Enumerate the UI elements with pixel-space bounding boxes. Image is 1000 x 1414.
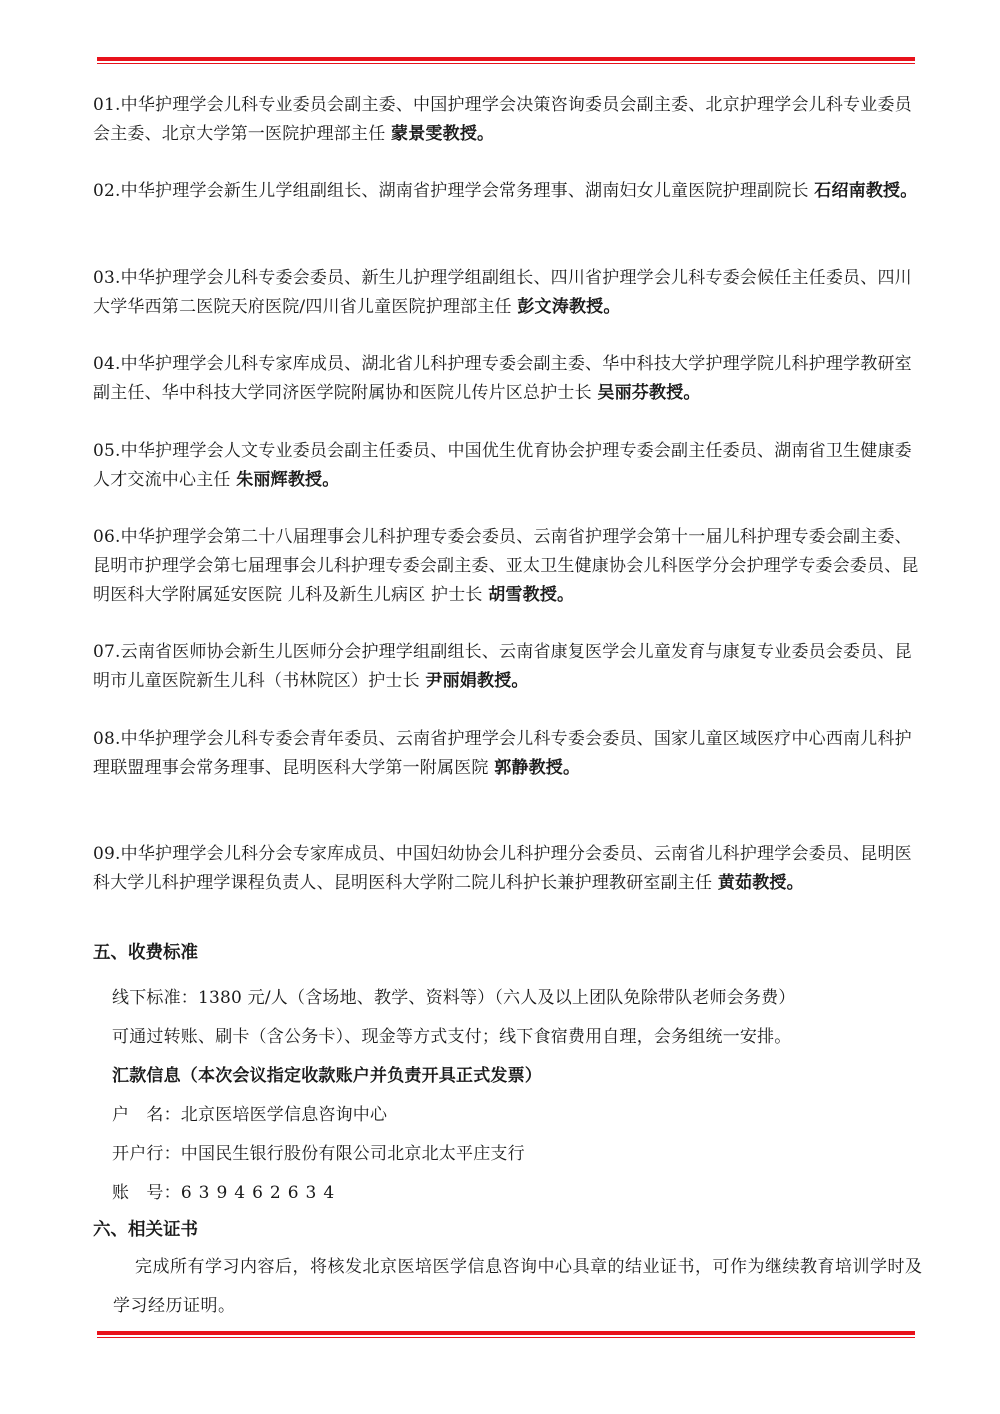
- entry-number: 08.: [93, 729, 121, 749]
- entry-name: 蒙景雯教授。: [391, 124, 495, 144]
- entry-description: 中华护理学会人文专业委员会副主任委员、中国优生优育协会护理专委会副主任委员、湖南省卫生健康委人才交流中心主任: [93, 441, 912, 490]
- account-number-line: [112, 1178, 341, 1203]
- expert-entry-01: [93, 91, 923, 149]
- expert-entry-07: [93, 638, 923, 696]
- entry-description: 云南省医师协会新生儿医师分会护理学组副组长、云南省康复医学会儿童发育与康复专业委员会委员、昆明市儿童医院新生儿科（书林院区）护士长: [93, 642, 912, 691]
- entry-name: 朱丽辉教授。: [236, 470, 340, 490]
- account-number-value: 639462634: [180, 1183, 342, 1203]
- entry-description: 中华护理学会儿科专业委员会副主委、中国护理学会决策咨询委员会副主委、北京护理学会儿科专业委员会主委、北京大学第一医院护理部主任: [93, 95, 912, 144]
- payment-methods-line: 可通过转账、刷卡（含公务卡）、现金等方式支付；线下食宿费用自理，会务组统一安排。: [112, 1027, 792, 1047]
- expert-entry-04: [93, 350, 923, 408]
- entry-name: 胡雪教授。: [488, 585, 575, 605]
- entry-number: 01.: [93, 95, 121, 115]
- entry-description: 中华护理学会儿科专家库成员、湖北省儿科护理专委会副主委、华中科技大学护理学院儿科护理学教研室副主任、华中科技大学同济医学院附属协和医院儿传片区总护士长: [93, 354, 912, 403]
- expert-entry-08: [93, 725, 923, 783]
- expert-entry-02: [93, 177, 923, 206]
- entry-name: 石绍南教授。: [814, 181, 918, 201]
- entry-description: 中华护理学会儿科分会专家库成员、中国妇幼协会儿科护理分会委员、云南省儿科护理学会委员、昆明医科大学儿科护理学课程负责人、昆明医科大学附二院儿科护长兼护理教研室副主任: [93, 844, 912, 893]
- fee-standard-line: 线下标准：1380 元/人（含场地、教学、资料等）（六人及以上团队免除带队老师会务费）: [112, 988, 796, 1008]
- entry-name: 吴丽芬教授。: [597, 383, 701, 403]
- entry-number: 06.: [93, 527, 121, 547]
- fees-heading: 五、收费标准: [93, 943, 198, 963]
- entry-name: 郭静教授。: [494, 758, 581, 778]
- account-number-label: 账 号：: [112, 1183, 181, 1203]
- entry-number: 07.: [93, 642, 121, 662]
- entry-name: 彭文涛教授。: [517, 297, 621, 317]
- bank-line: 开户行：中国民生银行股份有限公司北京北太平庄支行: [112, 1144, 525, 1164]
- expert-entry-05: [93, 437, 923, 495]
- remittance-title: 汇款信息（本次会议指定收款账户并负责开具正式发票）: [112, 1066, 542, 1086]
- entry-description: 中华护理学会儿科专委会委员、新生儿护理学组副组长、四川省护理学会儿科专委会候任主任委员、四川大学华西第二医院天府医院/四川省儿童医院护理部主任: [93, 268, 912, 317]
- entry-description: 中华护理学会儿科专委会青年委员、云南省护理学会儿科专委会委员、国家儿童区域医疗中心西南儿科护理联盟理事会常务理事、昆明医科大学第一附属医院: [93, 729, 912, 778]
- entry-number: 05.: [93, 441, 121, 461]
- certificate-heading: 六、相关证书: [93, 1220, 198, 1240]
- account-name-line: 户 名：北京医培医学信息咨询中心: [112, 1105, 388, 1125]
- entry-number: 09.: [93, 844, 121, 864]
- entry-description: 中华护理学会新生儿学组副组长、湖南省护理学会常务理事、湖南妇女儿童医院护理副院长: [120, 181, 815, 201]
- certificate-text: 完成所有学习内容后，将核发北京医培医学信息咨询中心具章的结业证书，可作为继续教育培训学时及学习经历证明。: [113, 1257, 923, 1316]
- expert-entry-06: [93, 523, 923, 610]
- entry-number: 03.: [93, 268, 121, 288]
- bottom-red-rule: [97, 1331, 915, 1338]
- entry-name: 黄茹教授。: [717, 873, 804, 893]
- expert-entry-09: [93, 840, 923, 898]
- entry-description: 中华护理学会第二十八届理事会儿科护理专委会委员、云南省护理学会第十一届儿科护理专委会副主委、昆明市护理学会第七届理事会儿科护理专委会副主委、亚太卫生健康协会儿科医学分会护理学专委会委员、昆明医科大学附属延安医院 儿科及新生儿病区 护士长: [93, 527, 919, 605]
- entry-name: 尹丽娟教授。: [425, 671, 529, 691]
- entry-number: 02.: [93, 181, 121, 201]
- entry-number: 04.: [93, 354, 121, 374]
- top-red-rule: [97, 57, 915, 64]
- expert-entry-03: [93, 264, 923, 322]
